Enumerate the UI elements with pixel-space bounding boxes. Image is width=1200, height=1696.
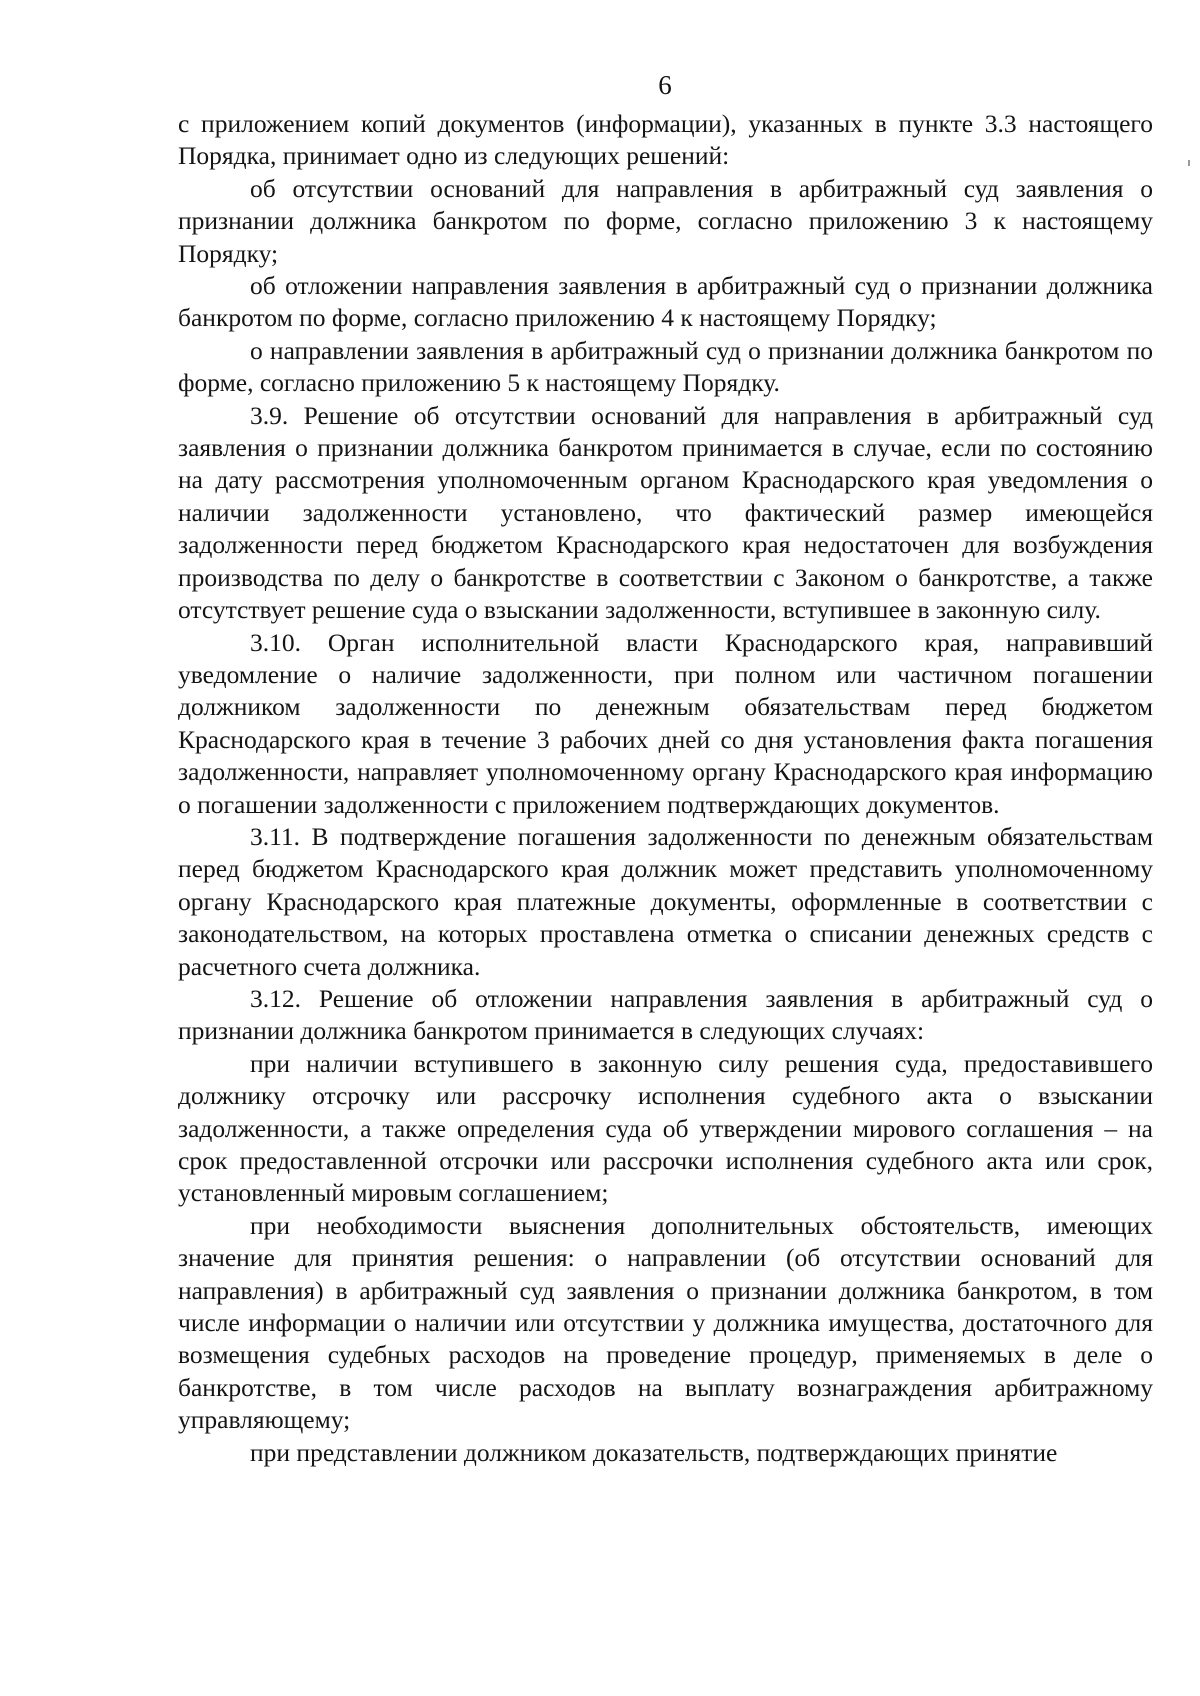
paragraph: при наличии вступившего в законную силу решения суда, предоставившего должнику отсрочку или рассрочку исполнения судебного акта о взыскании задолженности, а также определения суда об утверждении мирового соглашения – на срок предоставленной отсрочки или рассрочки исполнения судебного акта или срок, установленный мировым соглашением; <box>178 1048 1153 1208</box>
paragraph: 3.10. Орган исполнительной власти Краснодарского края, направивший уведомление о наличие задолженности, при полном или частичном погашении должником задолженности по денежным обязательствам перед бюджетом Краснодарского края в течение 3 рабочих дней со дня установления факта погашения задолженности, направляет уполномоченному органу Краснодарского края информацию о погашении задолженности с приложением подтверждающих документов. <box>178 627 1153 819</box>
paragraph: об отсутствии оснований для направления в арбитражный суд заявления о признании должника банкротом по форме, согласно приложению 3 к настоящему Порядку; <box>178 173 1153 268</box>
document-body <box>178 108 1153 1469</box>
paragraph: при представлении должником доказательств, подтверждающих принятие <box>250 1437 1058 1467</box>
paragraph: 3.9. Решение об отсутствии оснований для направления в арбитражный суд заявления о признании должника банкротом принимается в случае, если по состоянию на дату рассмотрения уполномоченным органом Краснодарского края уведомления о наличии задолженности установлено, что фактический размер имеющейся задолженности перед бюджетом Краснодарского края недостаточен для возбуждения производства по делу о банкротстве в соответствии с Законом о банкротстве, а также отсутствует решение суда о взыскании задолженности, вступившее в законную силу. <box>178 400 1153 625</box>
paragraph: при необходимости выяснения дополнительных обстоятельств, имеющих значение для принятия решения: о направлении (об отсутствии оснований для направления) в арбитражный суд заявления о признании должника банкротом, в том числе информации о наличии или отсутствии у должника имущества, достаточного для возмещения судебных расходов на проведение процедур, применяемых в деле о банкротстве, в том числе расходов на выплату вознаграждения арбитражному управляющему; <box>178 1210 1153 1435</box>
scan-artifact <box>1188 160 1190 166</box>
page-number: 6 <box>658 70 672 100</box>
paragraph: об отложении направления заявления в арбитражный суд о признании должника банкротом по форме, согласно приложению 4 к настоящему Порядку; <box>178 271 1153 333</box>
paragraph: о направлении заявления в арбитражный суд о признании должника банкротом по форме, согласно приложению 5 к настоящему Порядку. <box>178 335 1153 398</box>
paragraph: 3.11. В подтверждение погашения задолженности по денежным обязательствам перед бюджетом Краснодарского края должник может представить уполномоченному органу Краснодарского края платежные документы, оформленные в соответствии с законодательством, на которых проставлена отметка о списании денежных средств с расчетного счета должника. <box>178 821 1153 981</box>
paragraph: с приложением копий документов (информации), указанных в пункте 3.3 настоящего Порядка, принимает одно из следующих решений: <box>178 109 1153 171</box>
paragraph: 3.12. Решение об отложении направления заявления в арбитражный суд о признании должника банкротом принимается в следующих случаях: <box>178 983 1153 1046</box>
